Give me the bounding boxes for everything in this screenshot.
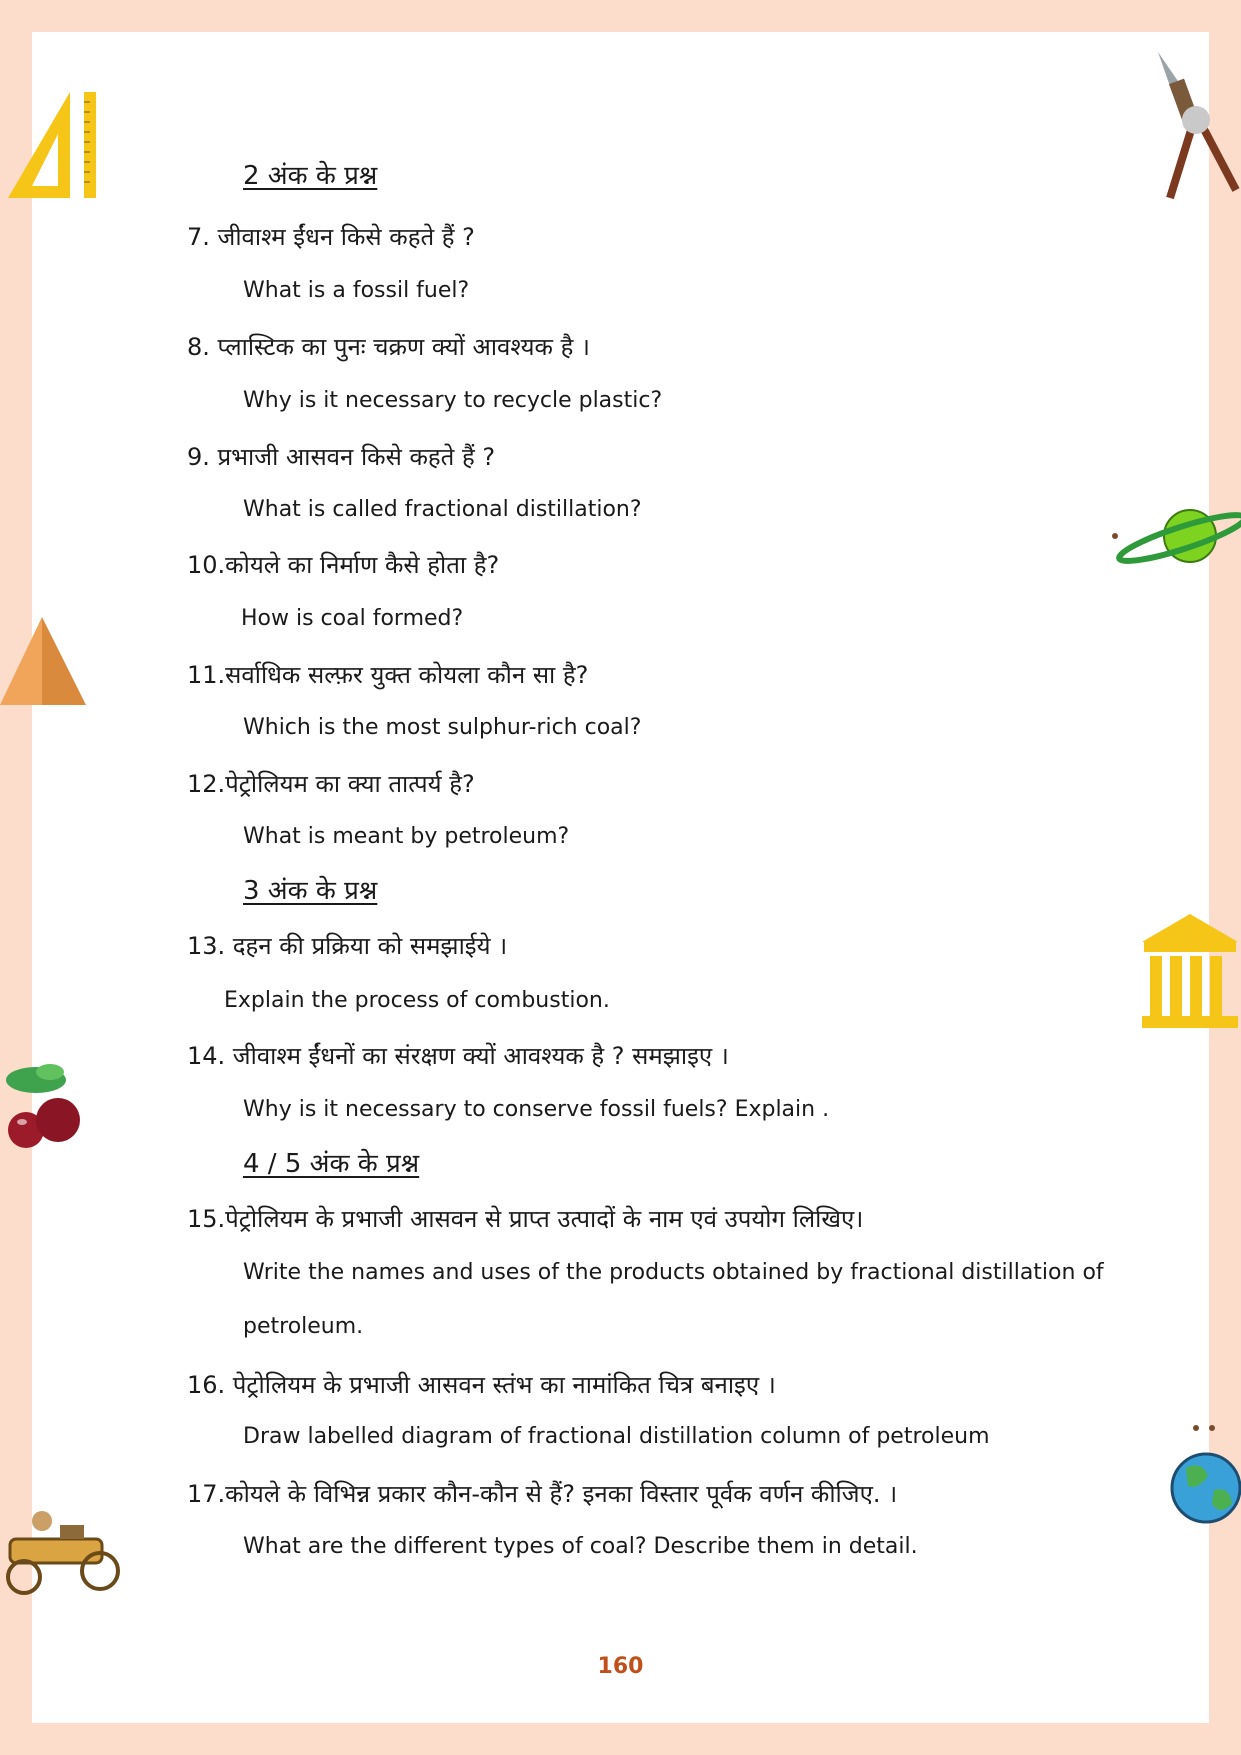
fruit-icon — [0, 1058, 90, 1168]
section-heading-3-marks: 3 अंक के प्रश्न — [243, 876, 378, 906]
question-14-english: Why is it necessary to conserve fossil fuels? Explain . — [243, 1097, 830, 1122]
vehicle-icon — [0, 1505, 126, 1597]
question-10-hindi: 10.कोयले का निर्माण कैसे होता है? — [187, 551, 500, 579]
globe-icon — [1168, 1420, 1241, 1528]
question-13-english: Explain the process of combustion. — [224, 988, 610, 1013]
section-heading-4-5-marks: 4 / 5 अंक के प्रश्न — [243, 1149, 420, 1179]
question-12-hindi: 12.पेट्रोलियम का क्या तात्पर्य है? — [187, 770, 475, 798]
question-11-hindi: 11.सर्वाधिक सल्फ़र युक्त कोयला कौन सा है? — [187, 661, 589, 689]
section-heading-2-marks: 2 अंक के प्रश्न — [243, 161, 378, 191]
temple-icon — [1140, 912, 1241, 1030]
saturn-icon — [1110, 500, 1241, 575]
question-11-english: Which is the most sulphur-rich coal? — [243, 715, 642, 740]
pyramid-icon — [0, 615, 88, 707]
question-16-hindi: 16. पेट्रोलियम के प्रभाजी आसवन स्तंभ का नामांकित चित्र बनाइए । — [187, 1371, 776, 1399]
question-15-hindi: 15.पेट्रोलियम के प्रभाजी आसवन से प्राप्त उत्पादों के नाम एवं उपयोग लिखिए। — [187, 1205, 864, 1233]
question-15-english-cont: petroleum. — [243, 1314, 364, 1339]
question-9-hindi: 9. प्रभाजी आसवन किसे कहते हैं ? — [187, 443, 496, 471]
question-15-english: Write the names and uses of the products obtained by fractional distillation of — [243, 1260, 1104, 1285]
question-8-hindi: 8. प्लास्टिक का पुनः चक्रण क्यों आवश्यक है । — [187, 333, 591, 361]
question-17-hindi: 17.कोयले के विभिन्न प्रकार कौन-कौन से हैं? इनका विस्तार पूर्वक वर्णन कीजिए. । — [187, 1480, 898, 1508]
question-7-english: What is a fossil fuel? — [243, 278, 470, 303]
question-17-english: What are the different types of coal? Describe them in detail. — [243, 1534, 918, 1559]
question-7-hindi: 7. जीवाश्म ईंधन किसे कहते हैं ? — [187, 223, 475, 251]
question-13-hindi: 13. दहन की प्रक्रिया को समझाईये । — [187, 932, 508, 960]
tools-icon — [1150, 50, 1240, 202]
question-16-english: Draw labelled diagram of fractional distillation column of petroleum — [243, 1424, 990, 1449]
question-14-hindi: 14. जीवाश्म ईंधनों का संरक्षण क्यों आवश्यक है ? समझाइए । — [187, 1042, 729, 1070]
question-12-english: What is meant by petroleum? — [243, 824, 570, 849]
page-sheet — [32, 32, 1209, 1723]
page-number: 160 — [597, 1654, 644, 1679]
question-8-english: Why is it necessary to recycle plastic? — [243, 388, 663, 413]
question-10-english: How is coal formed? — [241, 606, 464, 631]
set-square-icon — [4, 90, 100, 202]
question-9-english: What is called fractional distillation? — [243, 497, 642, 522]
